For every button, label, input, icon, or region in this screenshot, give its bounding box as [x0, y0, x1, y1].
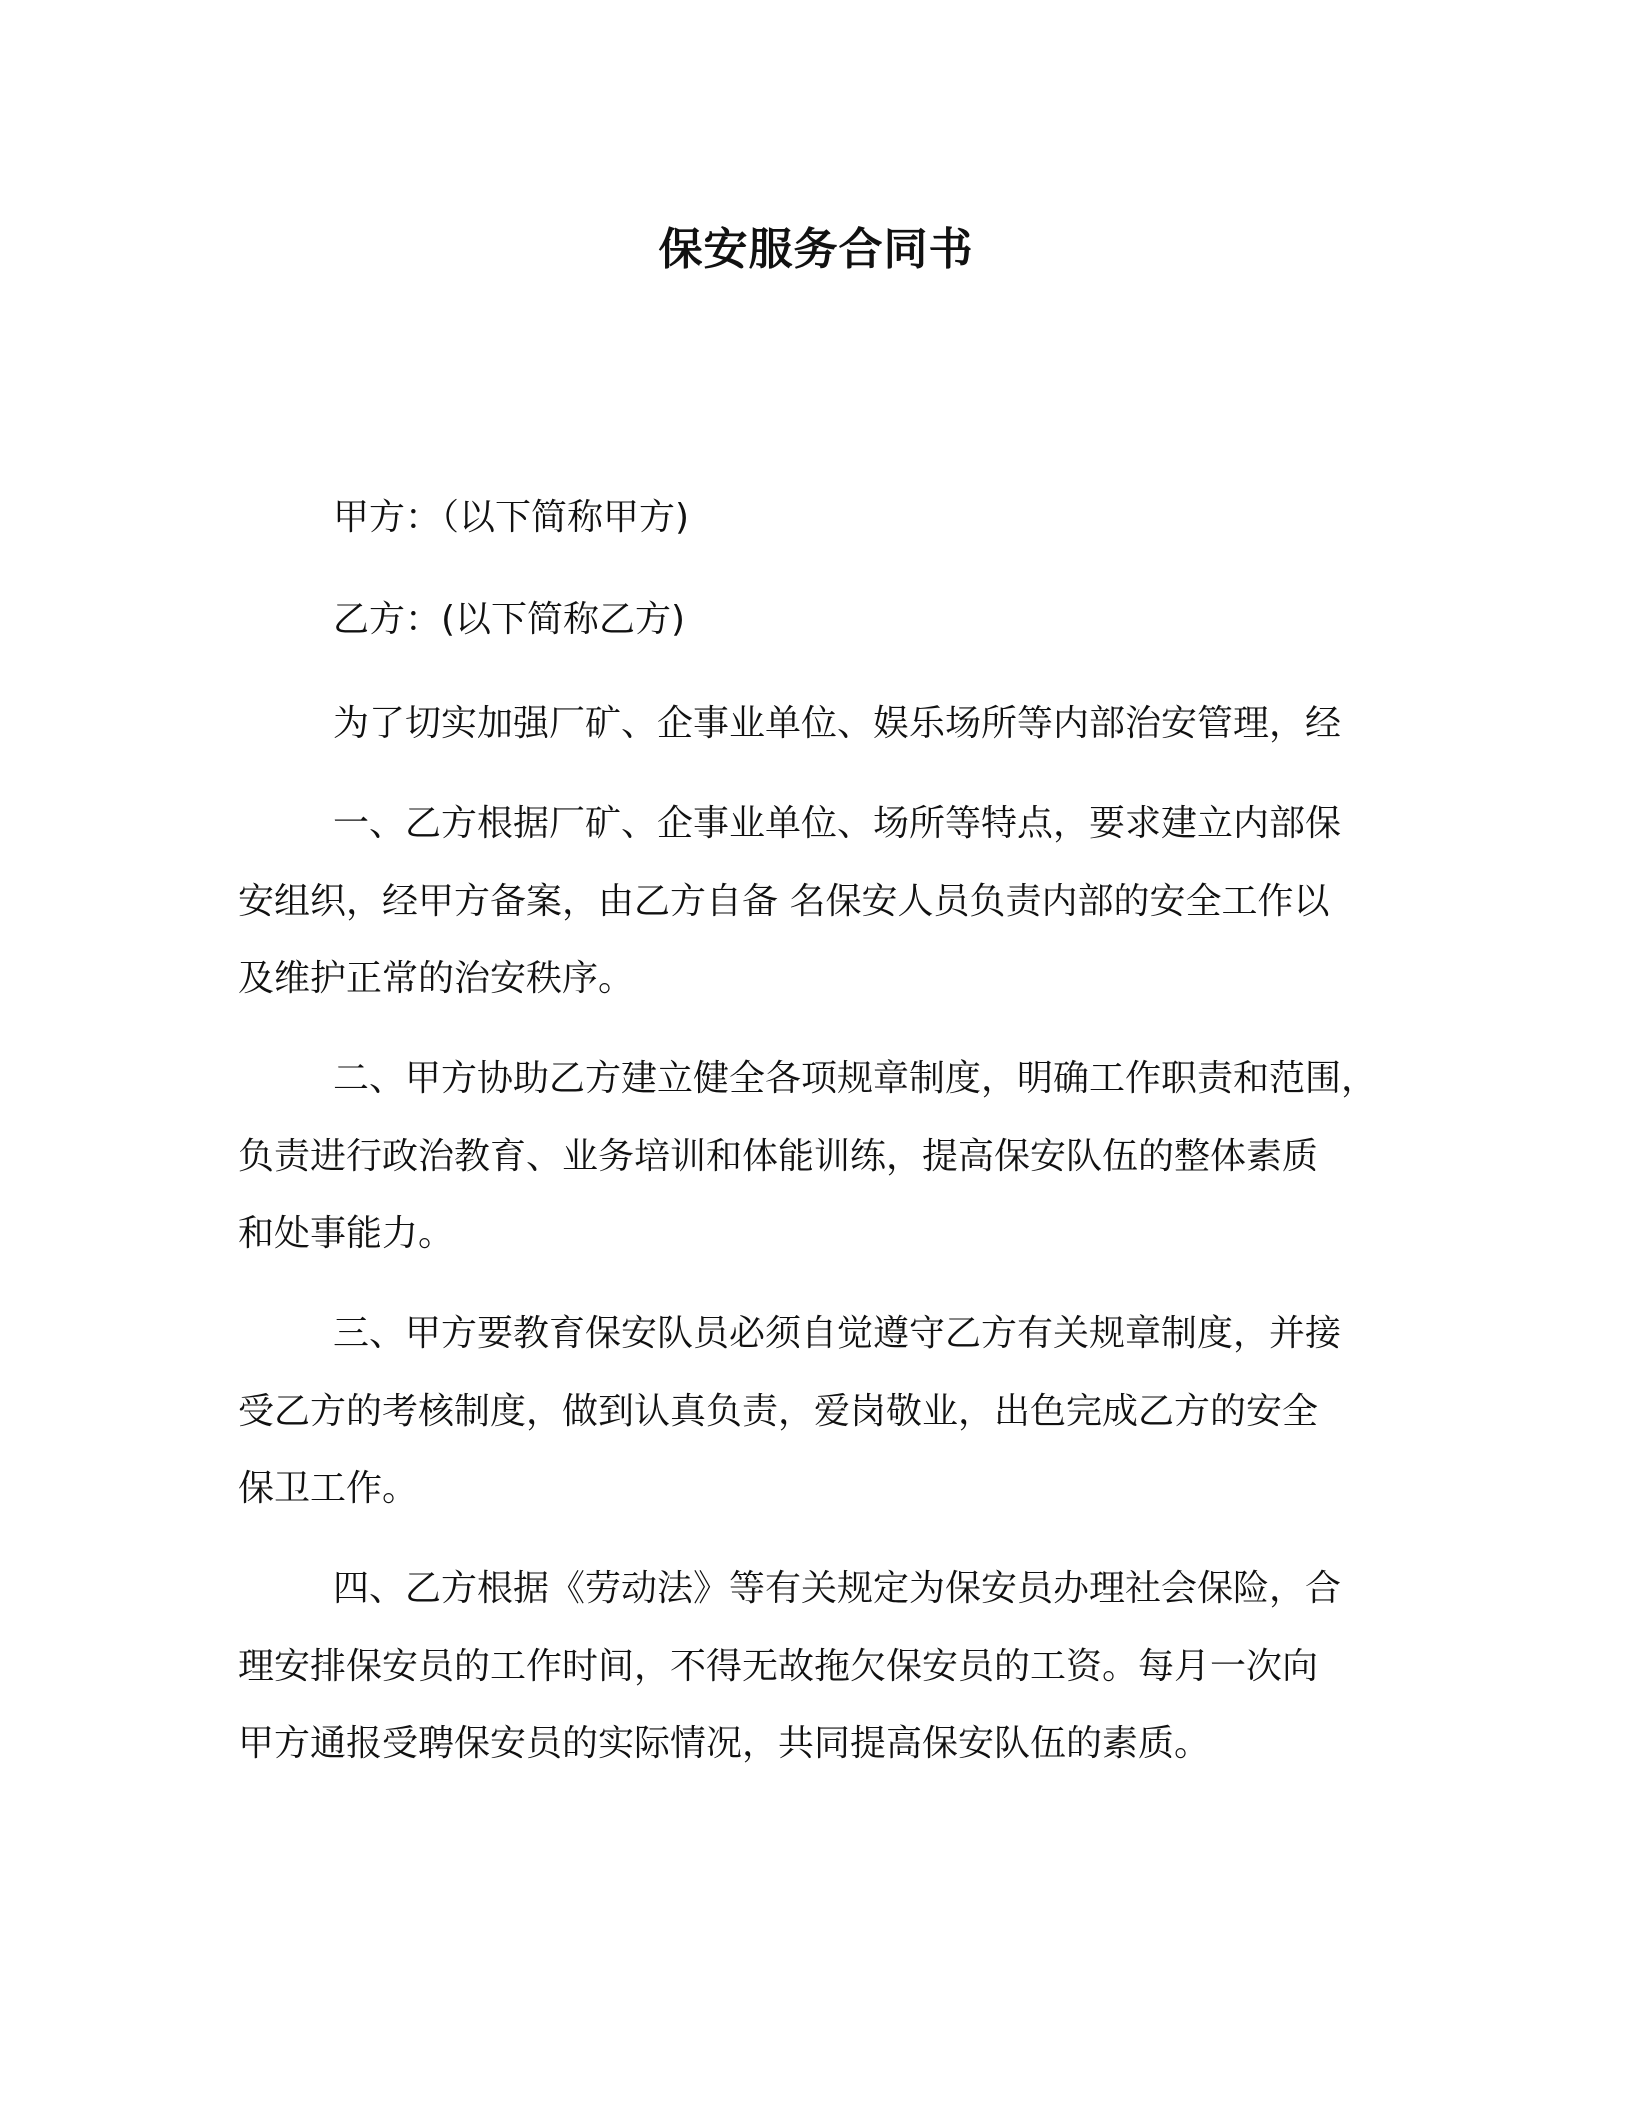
- clause-1-line-1: 一、乙方根据厂矿、企事业单位、场所等特点，要求建立内部保: [333, 803, 1342, 844]
- party-a-line: 甲方：（以下简称甲方): [333, 497, 690, 538]
- clause-4-line-3: 甲方通报受聘保安员的实际情况，共同提高保安队伍的素质。: [238, 1723, 1211, 1764]
- document-title: 保安服务合同书: [658, 224, 974, 275]
- clause-4-line-2: 理安排保安员的工作时间，不得无故拖欠保安员的工资。每月一次向: [238, 1646, 1319, 1687]
- intro-paragraph: 为了切实加强厂矿、企事业单位、娱乐场所等内部治安管理，经: [333, 703, 1342, 744]
- clause-4-line-1: 四、乙方根据《劳动法》等有关规定为保安员办理社会保险，合: [333, 1568, 1342, 1609]
- clause-2-line-3: 和处事能力。: [238, 1213, 455, 1254]
- clause-2-line-2: 负责进行政治教育、业务培训和体能训练，提高保安队伍的整体素质: [238, 1136, 1319, 1177]
- clause-3-line-2: 受乙方的考核制度，做到认真负责，爱岗敬业，出色完成乙方的安全: [238, 1391, 1319, 1432]
- clause-1-line-2: 安组织，经甲方备案，由乙方自备 名保安人员负责内部的安全工作以: [238, 881, 1330, 922]
- clause-3-line-1: 三、甲方要教育保安队员必须自觉遵守乙方有关规章制度，并接: [333, 1313, 1342, 1354]
- clause-2-line-1: 二、甲方协助乙方建立健全各项规章制度，明确工作职责和范围，: [333, 1058, 1378, 1099]
- clause-1-line-3: 及维护正常的治安秩序。: [238, 958, 635, 999]
- clause-3-line-3: 保卫工作。: [238, 1468, 419, 1509]
- party-b-line: 乙方：(以下简称乙方): [333, 599, 686, 640]
